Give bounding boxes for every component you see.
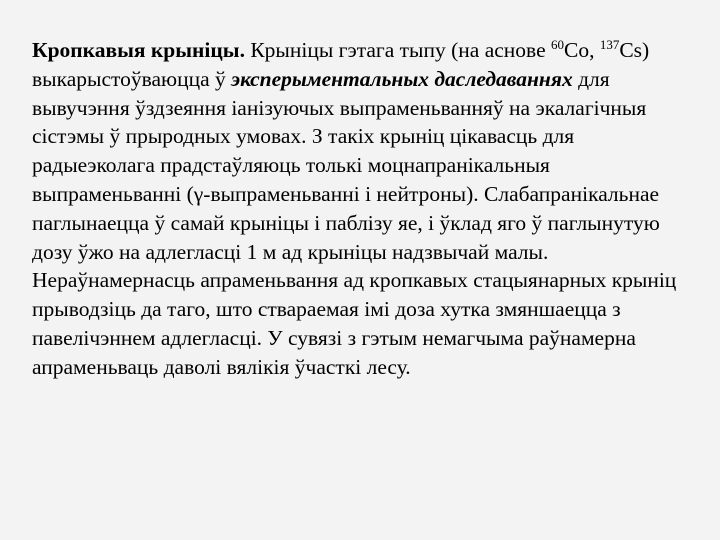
text-segment-2: Co, [564, 38, 600, 62]
isotope-mass-number-cobalt: 60 [551, 37, 564, 52]
emphasized-phrase: эксперыментальных даследаваннях [231, 66, 573, 91]
text-segment-4: для вывучэння ўздзеяння іанізуючых выпраменьванняў на экалагічныя сістэмы ў прыродных умовах. З такіх крыніц цікавасць для радыеэколага прадстаўляюць толькі моцнапранікальныя выпраменьванні (γ-выпраменьванні і нейтроны). Слабапранікальнае паглынаецца ў самай крыніцы і паблізу яе, і ўклад яго ў паглынутую дозу ўжо на адлегласці 1 м ад крыніцы надзвычай малы. Нераўнамернасць апраменьвання ад кропкавых стацыянарных крыніц прыводзіць да таго, што ствараемая імі доза хутка змяншаецца з павелічэннем адлегласці. У сувязі з гэтым немагчыма раўнамерна апраменьваць даволі вялікія ўчасткі лесу. [32, 66, 677, 379]
isotope-mass-number-cesium: 137 [599, 37, 620, 52]
text-segment-3: Cs) выкарыстоўваюцца ў [32, 38, 650, 91]
term-heading: Кропкавыя крыніцы. [32, 38, 245, 62]
body-paragraph [32, 36, 694, 382]
text-segment-1: Крыніцы гэтага тыпу (на аснове [244, 38, 551, 62]
